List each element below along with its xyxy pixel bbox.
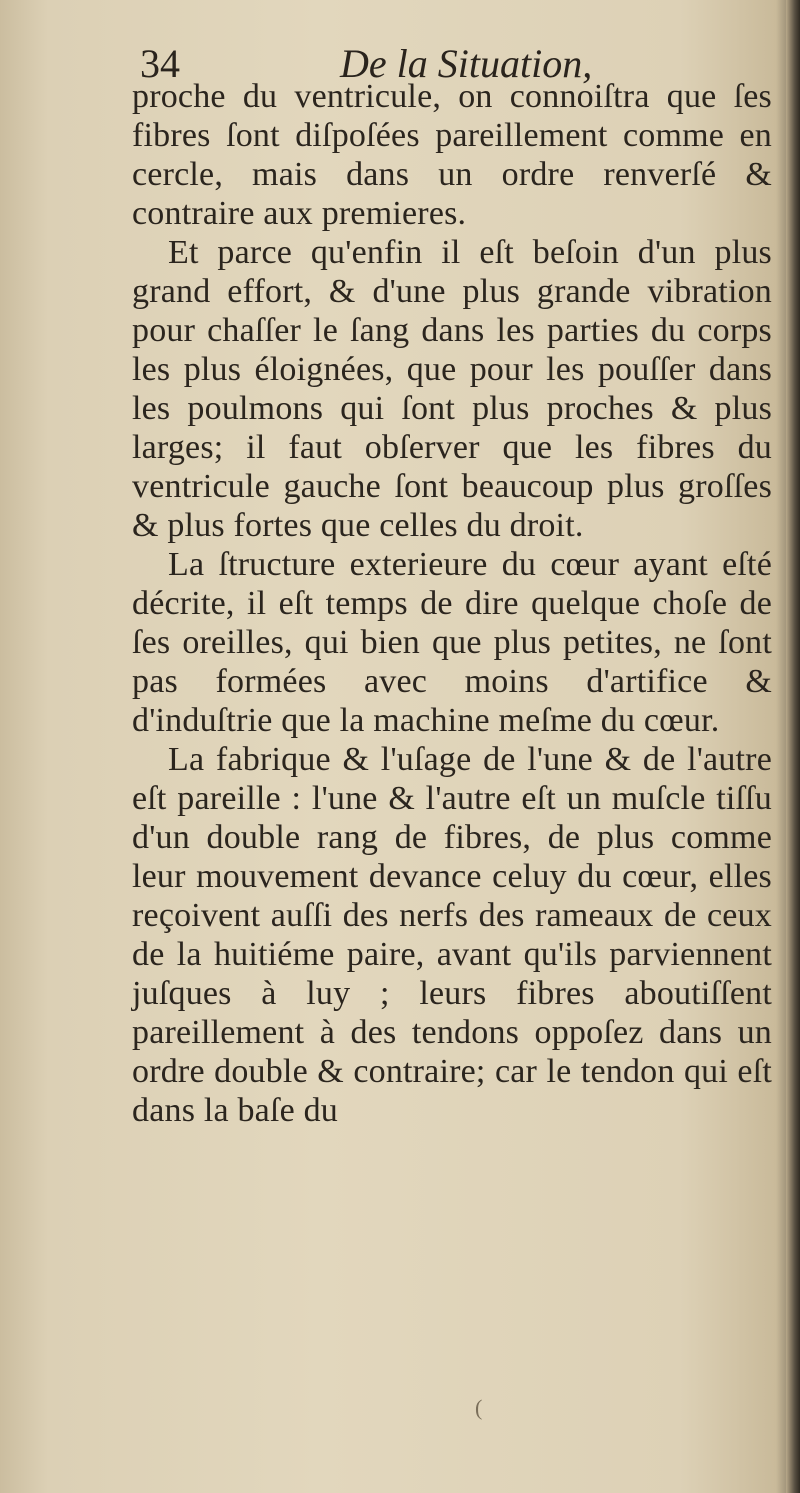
bottom-mark: (	[475, 1395, 483, 1420]
page-number: 34	[140, 41, 180, 86]
paragraph-structure: La ſtructure exterieure du cœur ayant eſté décrite, il eſt temps de dire quelque choſe de ſes oreilles, qui bien que plus petites, ne ſont pas formées avec moins d'artifice & d'induſtrie que la machine meſme du cœur.	[132, 546, 772, 739]
running-title: De la Situation,	[340, 41, 593, 86]
paragraph-effort: Et parce qu'enfin il eſt beſoin d'un plus grand effort, & d'une plus grande vibration pour chaſſer le ſang dans les parties du corps les plus éloignées, que pour les pouſſer dans les poulmons qui ſont plus proches & plus larges; il faut obſerver que les fibres du ventricule gauche ſont beaucoup plus groſſes & plus fortes que celles du droit.	[132, 234, 772, 544]
body-text	[132, 77, 772, 1130]
paragraph-continuation: proche du ventricule, on connoiſtra que ſes fibres ſont diſpoſées pareillement comme en cercle, mais dans un ordre renverſé & contraire aux premieres.	[132, 78, 772, 232]
paragraph-fabrique: La fabrique & l'uſage de l'une & de l'autre eſt pareille : l'une & l'autre eſt un muſcle tiſſu d'un double rang de fibres, de plus comme leur mouvement devance celuy du cœur, elles reçoivent auſſi des nerfs des rameaux de ceux de la huitiéme paire, avant qu'ils parviennent juſques à luy ; leurs fibres aboutiſſent pareillement à des tendons oppoſez dans un ordre double & contraire; car le tendon qui eſt dans la baſe du	[132, 741, 772, 1129]
page-edge-shadow	[786, 0, 800, 1493]
